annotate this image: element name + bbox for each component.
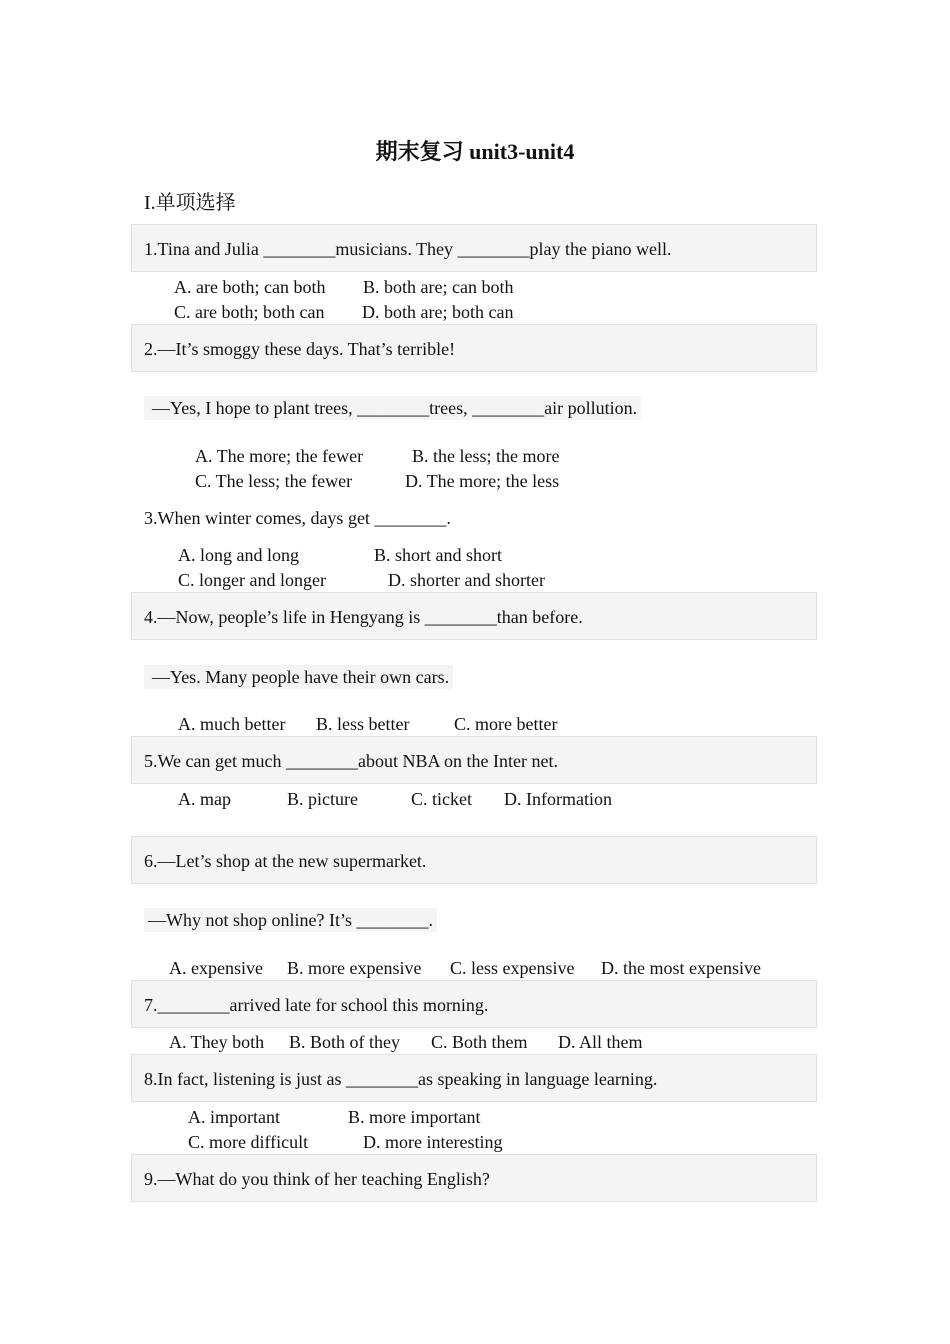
option: C. The less; the fewer: [195, 471, 353, 491]
section-heading: I.单项选择: [144, 192, 236, 214]
option: B. picture: [287, 789, 358, 809]
option: A. important: [188, 1107, 280, 1127]
question-stem: 2.—It’s smoggy these days. That’s terrible!: [131, 324, 817, 372]
dialogue-reply: [144, 666, 453, 688]
question-stem: 1.Tina and Julia ________musicians. They ________play the piano well.: [131, 224, 817, 272]
option: D. The more; the less: [405, 471, 560, 491]
option: A. The more; the fewer: [195, 446, 364, 466]
option: B. the less; the more: [412, 446, 560, 466]
page-title: 期末复习 unit3-unit4: [375, 139, 575, 164]
option: A. expensive: [169, 958, 263, 978]
option: A. map: [178, 789, 231, 809]
option: C. less expensive: [450, 958, 575, 978]
dialogue-reply: [144, 397, 641, 419]
question-stem: 8.In fact, listening is just as ________as speaking in language learning.: [131, 1054, 817, 1102]
question-stem: 4.—Now, people’s life in Hengyang is ________than before.: [131, 592, 817, 640]
option: B. Both of they: [289, 1032, 400, 1052]
option: C. are both; both can: [174, 302, 325, 322]
option: A. much better: [178, 714, 286, 734]
option: B. short and short: [374, 545, 502, 565]
option: C. ticket: [411, 789, 472, 809]
question-stem: 6.—Let’s shop at the new supermarket.: [131, 836, 817, 884]
dialogue-reply: [144, 909, 437, 931]
option: D. All them: [558, 1032, 643, 1052]
option: D. more interesting: [363, 1132, 503, 1152]
question-stem: 5.We can get much ________about NBA on the Inter net.: [131, 736, 817, 784]
option: A. are both; can both: [174, 277, 326, 297]
option: C. more better: [454, 714, 558, 734]
option: C. more difficult: [188, 1132, 309, 1152]
option: B. more important: [348, 1107, 481, 1127]
question-stem: 9.—What do you think of her teaching English?: [131, 1154, 817, 1202]
dialogue-reply-text: —Yes. Many people have their own cars.: [144, 665, 453, 689]
option: D. shorter and shorter: [388, 570, 545, 590]
option: D. both are; both can: [362, 302, 514, 322]
option: C. Both them: [431, 1032, 528, 1052]
option: B. more expensive: [287, 958, 422, 978]
option: D. the most expensive: [601, 958, 761, 978]
option: C. longer and longer: [178, 570, 326, 590]
dialogue-reply-text: —Yes, I hope to plant trees, ________trees, ________air pollution.: [144, 396, 641, 420]
option: B. both are; can both: [363, 277, 514, 297]
option: B. less better: [316, 714, 410, 734]
option: A. long and long: [178, 545, 299, 565]
question-stem: 7.________arrived late for school this morning.: [131, 980, 817, 1028]
option: D. Information: [504, 789, 612, 809]
option: A. They both: [169, 1032, 265, 1052]
dialogue-reply-text: —Why not shop online? It’s ________.: [144, 908, 437, 932]
question-stem: 3.When winter comes, days get ________.: [144, 508, 451, 528]
